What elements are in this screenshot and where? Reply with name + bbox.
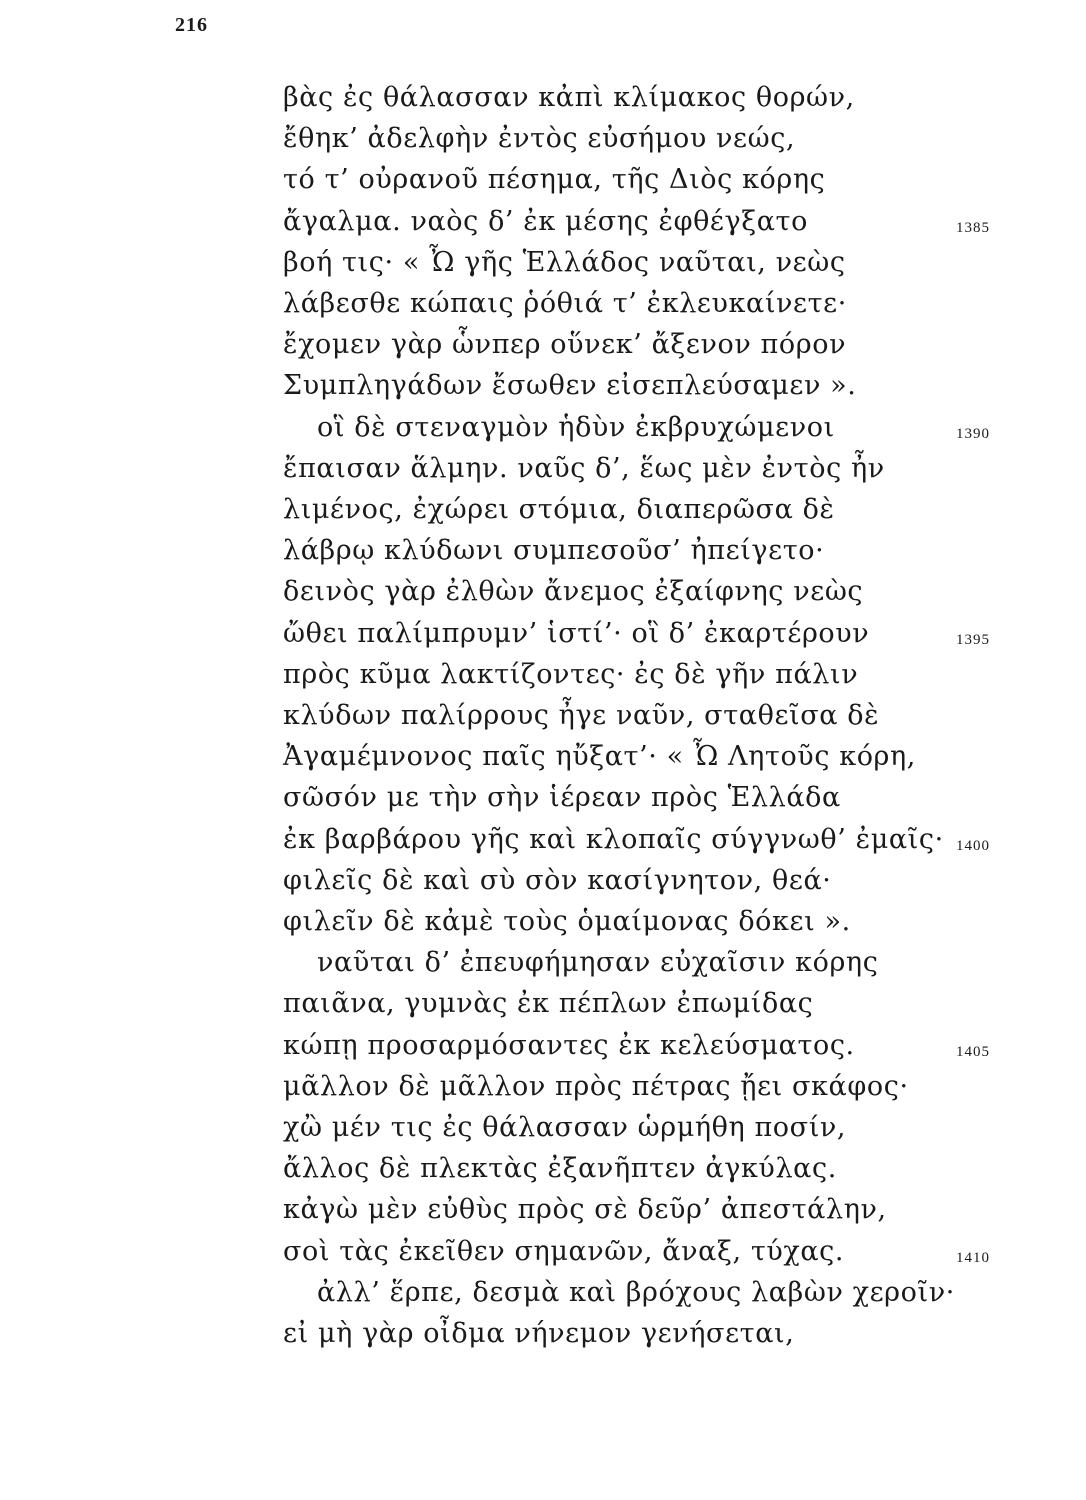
verse-line: ἀλλ’ ἕρπε, δεσμὰ καὶ βρόχους λαβὼν χεροῖν· xyxy=(317,1276,955,1308)
verse-line: λάβρῳ κλύδωνι συμπεσοῦσ’ ἠπείγετο· xyxy=(283,535,825,567)
verse-line: χὢ μέν τις ἐς θάλασσαν ὡρμήθη ποσίν, xyxy=(283,1112,847,1143)
verse-line: εἰ μὴ γὰρ οἶδμα νήνεμον γενήσεται, xyxy=(283,1318,795,1349)
verse-line: ἄγαλμα. ναὸς δ’ ἐκ μέσης ἐφθέγξατο xyxy=(283,205,808,237)
verse-line: ἔχομεν γὰρ ὧνπερ οὕνεκ’ ἄξενον πόρον xyxy=(283,329,847,361)
verse-line: δεινὸς γὰρ ἐλθὼν ἄνεμος ἐξαίφνης νεὼς xyxy=(283,576,864,608)
line-number: 1385 xyxy=(956,219,990,236)
line-number: 1395 xyxy=(956,631,990,648)
line-number: 1400 xyxy=(956,837,990,854)
verse-line: σῶσόν με τὴν σὴν ἱέρεαν πρὸς Ἑλλάδα xyxy=(283,782,841,814)
verse-line: Ἀγαμέμνονος παῖς ηὔξατ’· « Ὦ Λητοῦς κόρη, xyxy=(283,741,916,773)
verse-line: ἔπαισαν ἅλμην. ναῦς δ’, ἕως μὲν ἐντὸς ἦν xyxy=(283,452,885,484)
verse-line: βοή τις· « Ὦ γῆς Ἑλλάδος ναῦται, νεὼς xyxy=(283,246,846,278)
verse-line: ἄλλος δὲ πλεκτὰς ἐξανῆπτεν ἀγκύλας. xyxy=(283,1153,837,1185)
verse-line: φιλεῖς δὲ καὶ σὺ σὸν κασίγνητον, θεά· xyxy=(283,864,832,896)
verse-line: ἔθηκ’ ἀδελφὴν ἐντὸς εὐσήμου νεώς, xyxy=(283,123,796,155)
verse-line: ναῦται δ’ ἐπευφήμησαν εὐχαῖσιν κόρης xyxy=(317,947,879,979)
verse-line: οἳ δὲ στεναγμὸν ἡδὺν ἐκβρυχώμενοι xyxy=(317,411,835,443)
verse-line: σοὶ τὰς ἐκεῖθεν σημανῶν, ἄναξ, τύχας. xyxy=(283,1235,845,1267)
verse-line: Συμπληγάδων ἔσωθεν εἰσεπλεύσαμεν ». xyxy=(283,370,857,402)
verse-line: παιᾶνα, γυμνὰς ἐκ πέπλων ἐπωμίδας xyxy=(283,988,814,1020)
verse-line: ὤθει παλίμπρυμν’ ἱστί’· οἳ δ’ ἐκαρτέρουν xyxy=(283,617,870,649)
line-number: 1390 xyxy=(956,425,990,442)
verse-line: κλύδων παλίρρους ἦγε ναῦν, σταθεῖσα δὲ xyxy=(283,700,880,731)
page-number: 216 xyxy=(175,14,208,36)
line-number: 1410 xyxy=(956,1249,990,1266)
verse-line: βὰς ἐς θάλασσαν κἀπὶ κλίμακος θορών, xyxy=(283,82,855,113)
verse-line: τό τ’ οὐρανοῦ πέσημα, τῆς Διὸς κόρης xyxy=(283,164,826,196)
verse-line: φιλεῖν δὲ κἀμὲ τοὺς ὁμαίμονας δόκει ». xyxy=(283,906,851,937)
verse-line: μᾶλλον δὲ μᾶλλον πρὸς πέτρας ᾔει σκάφος· xyxy=(283,1070,909,1102)
verse-line: λάβεσθε κώπαις ῥόθιά τ’ ἐκλευκαίνετε· xyxy=(283,288,847,319)
verse-line: κἀγὼ μὲν εὐθὺς πρὸς σὲ δεῦρ’ ἀπεστάλην, xyxy=(283,1194,887,1226)
line-number: 1405 xyxy=(956,1043,990,1060)
verse-line: κώπῃ προσαρμόσαντες ἐκ κελεύσματος. xyxy=(283,1029,855,1061)
verse-line: πρὸς κῦμα λακτίζοντες· ἐς δὲ γῆν πάλιν xyxy=(283,658,859,690)
verse-line: ἐκ βαρβάρου γῆς καὶ κλοπαῖς σύγγνωθ’ ἐμαῖς· xyxy=(283,823,944,855)
verse-line: λιμένος, ἐχώρει στόμια, διαπερῶσα δὲ xyxy=(283,494,835,525)
